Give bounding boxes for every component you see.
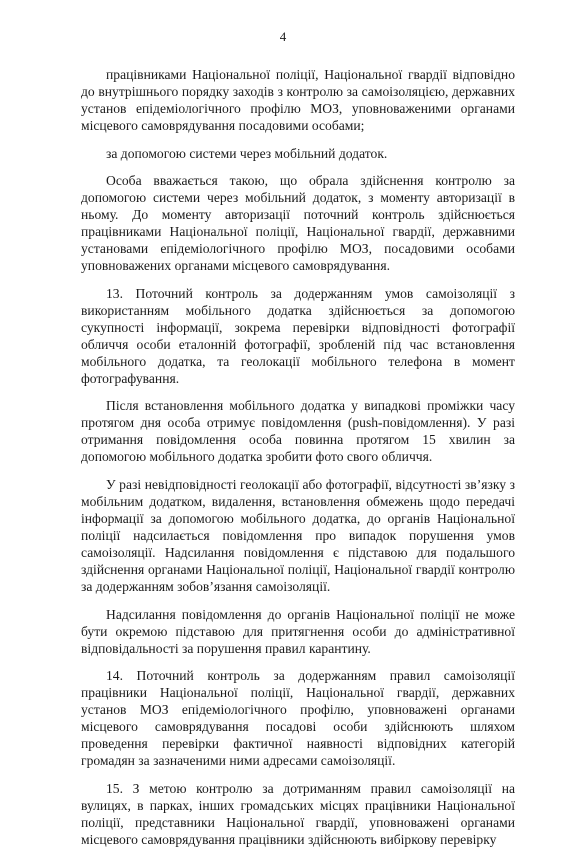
paragraph-push-notification: Після встановлення мобільного додатка у випадкові проміжки часу протягом дня особа отримує повідомлення (push-повідомлення). У разі отримання повідомлення особа повинна протягом 15 хвилин за допомогою мобільного додатка зробити фото свого обличчя. (81, 398, 515, 465)
paragraph-item-15: 15. З метою контролю за дотриманням правил самоізоляції на вулицях, в парках, інших громадських місцях працівники Національної поліції, представники Національної гвардії, уповноважені органами місцевого самоврядування працівники здійснюють вибіркову перевірку (81, 780, 515, 847)
document-body (81, 66, 515, 858)
paragraph-mobile-app-option: за допомогою системи через мобільний додаток. (106, 145, 388, 161)
paragraph-police-guard-list: працівниками Національної поліції, Національної гвардії відповідно до внутрішнього порядку заходів з контролю за самоізоляцією, державних установ епідеміологічного профілю МОЗ, уповноваженими органами місцевого самоврядування посадовими особами; (81, 67, 515, 133)
paragraph-item-14: 14. Поточний контроль за додержанням правил самоізоляції працівники Національної поліції, Національної гвардії, державних установ МОЗ епідеміологічного профілю, уповноважені органами місцевого самоврядування посадові особи здійснюють шляхом проведення перевірки фактичної наявності відповідних категорій громадян за зазначеними ними адресами самоізоляції. (81, 668, 515, 769)
paragraph-authorization: Особа вважається такою, що обрала здійснення контролю за допомогою системи через мобільний додаток, з моменту авторизації в ньому. До моменту авторизації поточний контроль здійснюється працівниками Національної поліції, Національної гвардії, державними установами епідеміологічного профілю МОЗ, посадовими особами уповноважених органами місцевого самоврядування. (81, 173, 515, 274)
paragraph-item-13: 13. Поточний контроль за додержанням умов самоізоляції з використанням мобільного додатка здійснюється за допомогою сукупності інформації, зокрема перевірки відповідності фотографії обличчя особи еталонній фотографії, зробленій під час встановлення мобільного додатка, та геолокації мобільного телефона в момент фотографування. (81, 285, 515, 386)
paragraph-notification-not-grounds: Надсилання повідомлення до органів Національної поліції не може бути окремою підставою для притягнення особи до адміністративної відповідальності за порушення правил карантину. (81, 606, 515, 656)
paragraph-geolocation-mismatch: У разі невідповідності геолокації або фотографії, відсутності зв’язку з мобільним додатком, видалення, встановлення обмежень щодо передачі інформації за допомогою мобільного додатка, до органів Національної поліції надсилається повідомлення про випадок порушення умов самоізоляції. Надсилання повідомлення є підставою для подальшого здійснення органами Національної поліції, Національної гвардії контролю за додержанням зобов’язання самоізоляції. (81, 476, 515, 594)
page-number: 4 (279, 29, 287, 44)
